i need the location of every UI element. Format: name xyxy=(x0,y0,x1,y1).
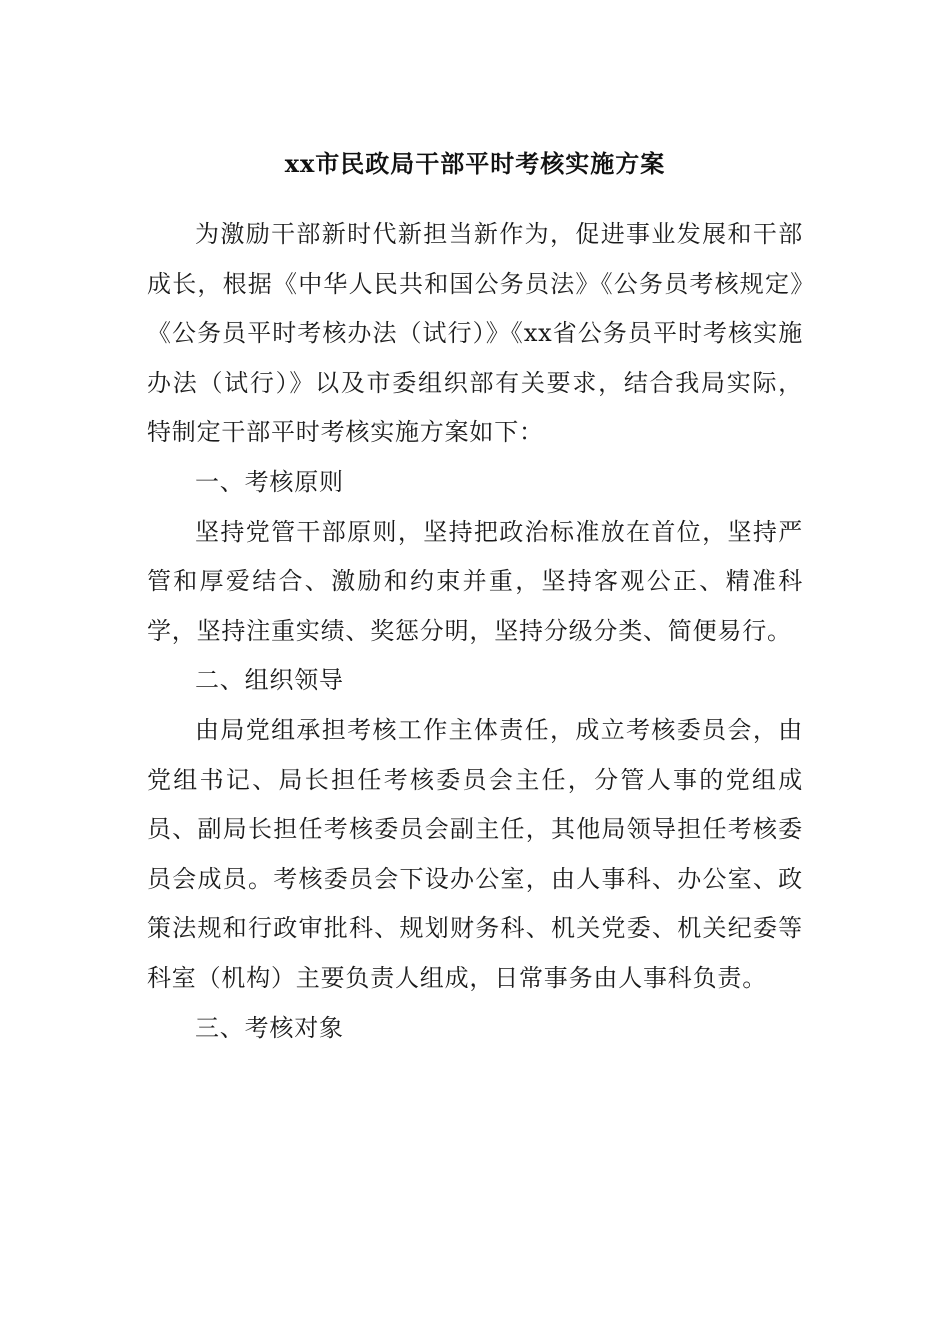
section-heading-principles: 一、考核原则 xyxy=(195,467,344,496)
intro-paragraph: 为激励干部新时代新担当新作为，促进事业发展和干部成长，根据《中华人民共和国公务员法》《公务员考核规定》《公务员平时考核办法（试行）》《xx省公务员平时考核实施办法（试行）》以及市委组织部有关要求，结合我局实际，特制定干部平时考核实施方案如下： xyxy=(147,220,803,447)
section-body-principles: 坚持党管干部原则，坚持把政治标准放在首位，坚持严管和厚爱结合、激励和约束并重，坚持客观公正、精准科学，坚持注重实绩、奖惩分明，坚持分级分类、简便易行。 xyxy=(147,517,803,645)
section-heading-subjects: 三、考核对象 xyxy=(195,1013,344,1042)
section-heading-leadership: 二、组织领导 xyxy=(195,666,344,695)
document-title: xx市民政局干部平时考核实施方案 xyxy=(284,149,666,178)
document-body xyxy=(147,144,803,1053)
section-body-leadership: 由局党组承担考核工作主体责任，成立考核委员会，由党组书记、局长担任考核委员会主任，分管人事的党组成员、副局长担任考核委员会副主任，其他局领导担任考核委员会成员。考核委员会下设办公室，由人事科、办公室、政策法规和行政审批科、规划财务科、机关党委、机关纪委等科室（机构）主要负责人组成，日常事务由人事科负责。 xyxy=(147,715,803,992)
